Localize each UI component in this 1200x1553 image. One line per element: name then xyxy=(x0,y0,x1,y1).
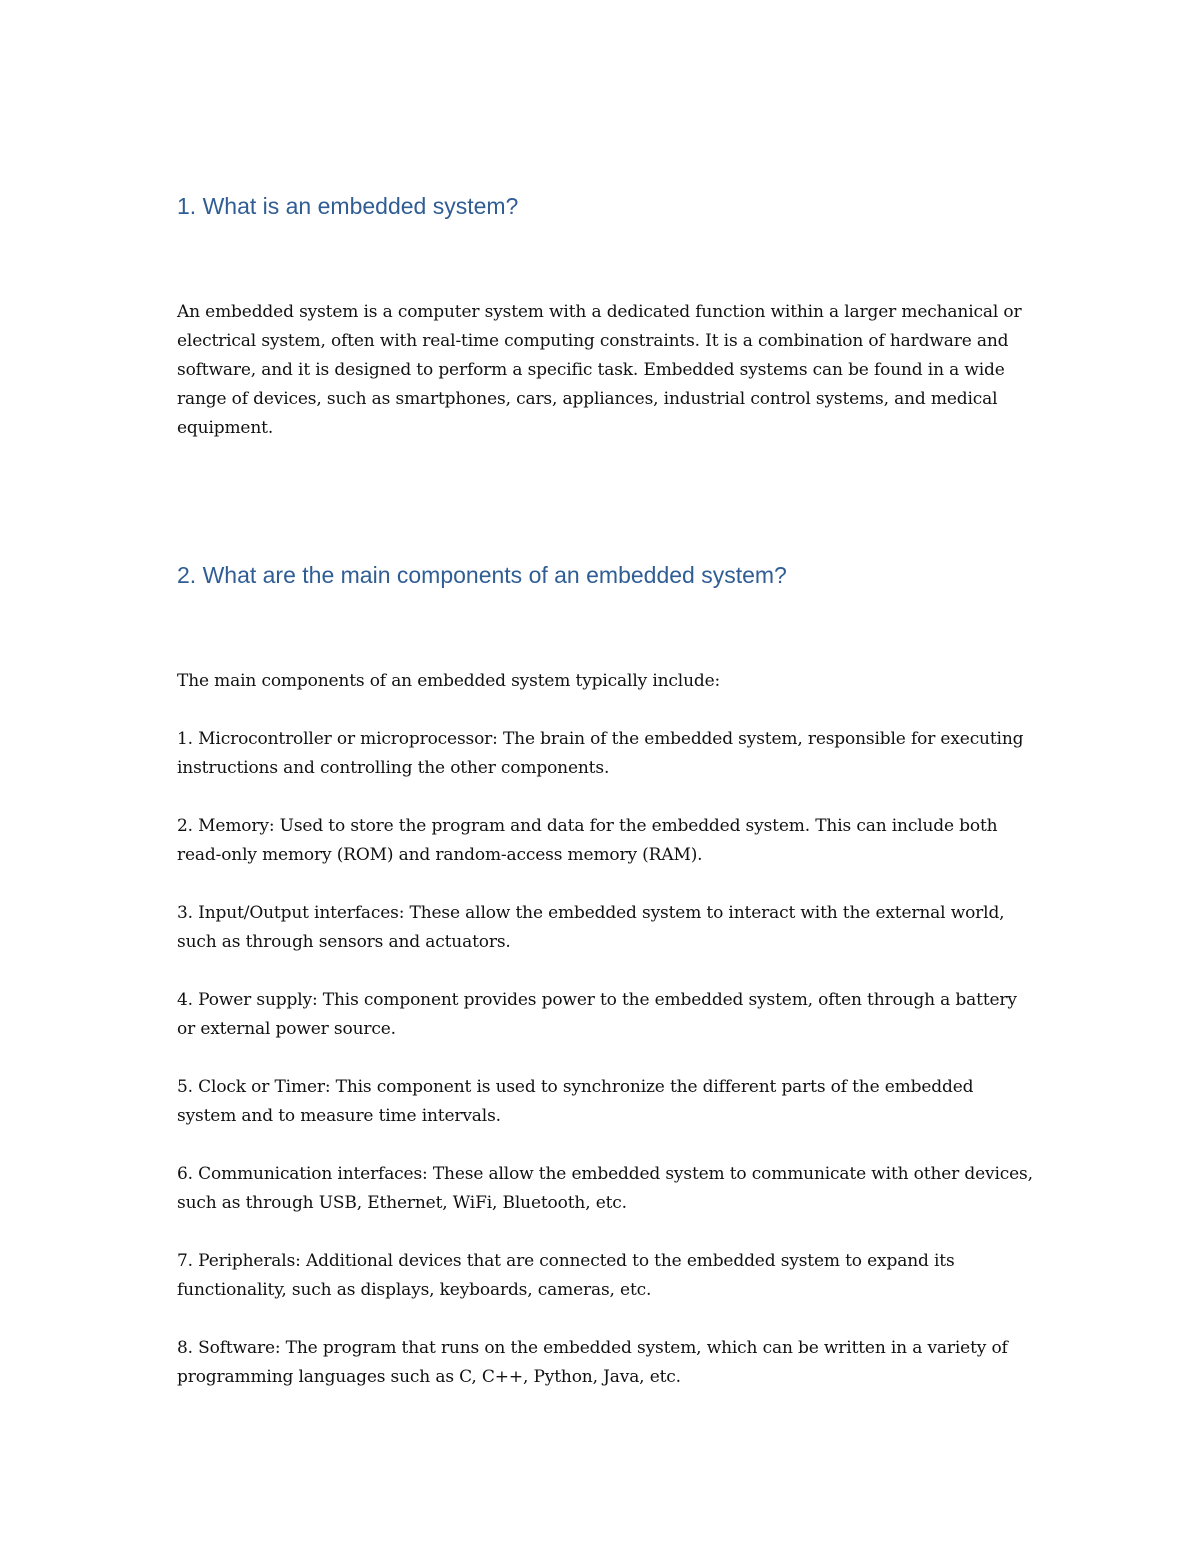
question-2-heading: 2. What are the main components of an embedded system? xyxy=(177,562,787,588)
component-item-peripherals: 7. Peripherals: Additional devices that are connected to the embedded system to expand its functionality, such as displays, keyboards, cameras, etc. xyxy=(177,1251,955,1300)
question-1-answer: An embedded system is a computer system with a dedicated function within a larger mechanical or electrical system, often with real-time computing constraints. It is a combination of hardware and software, and it is designed to perform a specific task. Embedded systems can be found in a wide range of devices, such as smartphones, cars, appliances, industrial control systems, and medical equipment. xyxy=(177,302,1022,438)
document-content xyxy=(177,188,1037,1421)
component-item-memory: 2. Memory: Used to store the program and data for the embedded system. This can include both read-only memory (ROM) and random-access memory (RAM). xyxy=(177,816,998,865)
component-item-power-supply: 4. Power supply: This component provides power to the embedded system, often through a battery or external power source. xyxy=(177,990,1017,1039)
component-item-communication: 6. Communication interfaces: These allow the embedded system to communicate with other devices, such as through USB, Ethernet, WiFi, Bluetooth, etc. xyxy=(177,1164,1033,1213)
component-item-clock-timer: 5. Clock or Timer: This component is used to synchronize the different parts of the embedded system and to measure time intervals. xyxy=(177,1077,974,1126)
component-item-software: 8. Software: The program that runs on the embedded system, which can be written in a variety of programming languages such as C, C++, Python, Java, etc. xyxy=(177,1338,1008,1387)
component-item-microcontroller: 1. Microcontroller or microprocessor: The brain of the embedded system, responsible for executing instructions and controlling the other components. xyxy=(177,729,1024,778)
question-2-intro: The main components of an embedded system typically include: xyxy=(177,671,721,691)
question-1-heading: 1. What is an embedded system? xyxy=(177,193,519,219)
component-item-io-interfaces: 3. Input/Output interfaces: These allow the embedded system to interact with the external world, such as through sensors and actuators. xyxy=(177,903,1005,952)
